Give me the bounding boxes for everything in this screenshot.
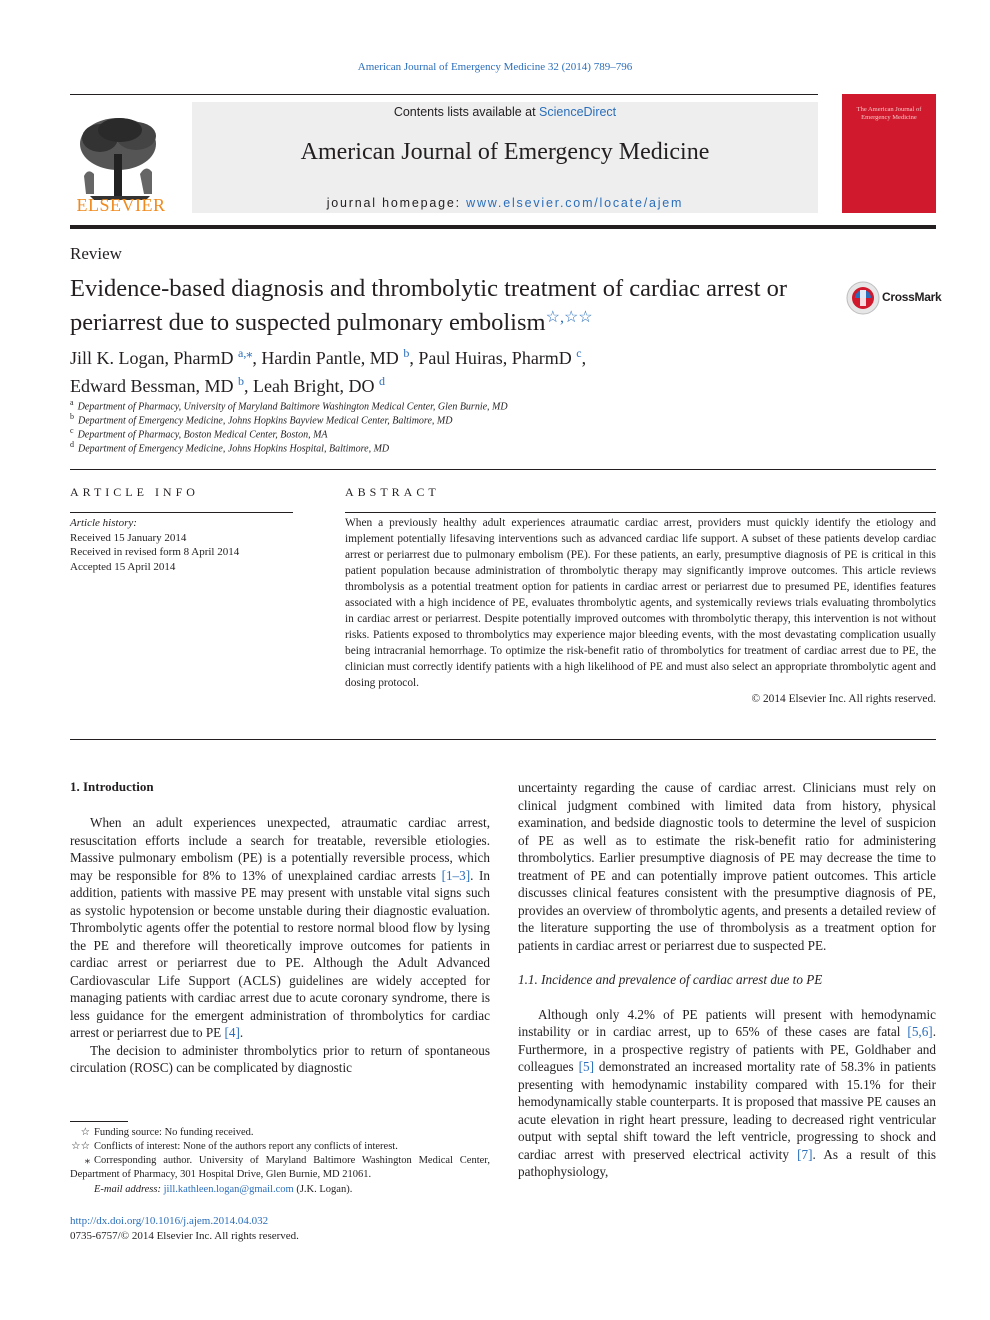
history-label: Article history: [70, 517, 137, 529]
author-affiliation-mark[interactable]: a,⁎ [238, 346, 253, 360]
author-name[interactable]: Jill K. Logan, PharmD [70, 348, 234, 368]
text-run: . [239, 1025, 244, 1040]
revised-date: Received in revised form 8 April 2014 [70, 546, 240, 559]
reference-link[interactable]: [4] [224, 1025, 240, 1040]
email-owner: (J.K. Logan). [293, 1184, 353, 1195]
affiliation-text: Department of Pharmacy, Boston Medical Center, Boston, MA [77, 429, 328, 441]
footnote-text: Funding source: No funding received. [94, 1127, 254, 1138]
footnote-email [70, 1183, 514, 1197]
masthead-bottom-rule [70, 225, 936, 229]
article-info-rule [70, 512, 293, 513]
footnote-mark: ⁎ [84, 1155, 90, 1166]
abstract-copyright: © 2014 Elsevier Inc. All rights reserved. [751, 693, 936, 705]
body-left-column [70, 814, 490, 1077]
footnote-text: Corresponding author. University of Maryland Baltimore Washington Medical Center, Department of Pharmacy, 301 Hospital Drive, Glen Burnie, MD 21061. [70, 1155, 490, 1180]
affiliation [70, 398, 508, 412]
author-list: Jill K. Logan, PharmD $^{a,⁎}$, Hardin Pantle, MD $^b$, Paul Huiras, PharmD $^c$, Edward Bessman, MD $^b$, Leah Bright, DO $^d$ [70, 346, 587, 396]
reference-link[interactable]: [5] [578, 1059, 594, 1074]
title-footnote-marks[interactable]: ☆,☆☆ [545, 309, 593, 326]
author-name[interactable]: Paul Huiras, PharmD [418, 348, 572, 368]
reference-link[interactable]: [5,6] [907, 1024, 933, 1039]
affiliation [70, 426, 328, 440]
reference-link[interactable]: [7] [797, 1146, 813, 1162]
paragraph: The decision to administer thrombolytics prior to return of spontaneous circulation (ROSC) can be complicated by diagnostic [70, 1042, 490, 1075]
accepted-date: Accepted 15 April 2014 [70, 560, 176, 573]
article-info-heading: ARTICLE INFO [70, 485, 199, 499]
affiliations-rule [70, 469, 936, 470]
elsevier-wordmark: ELSEVIER [76, 195, 166, 215]
affiliation-text: Department of Emergency Medicine, Johns Hopkins Bayview Medical Center, Baltimore, MD [78, 415, 453, 427]
doi-link[interactable]: http://dx.doi.org/10.1016/j.ajem.2014.04.032 [70, 1215, 269, 1227]
journal-title: American Journal of Emergency Medicine [300, 139, 710, 165]
footnote-mark: ☆ [80, 1127, 90, 1138]
crossmark-label[interactable]: CrossMark [882, 290, 942, 304]
author-name[interactable]: Leah Bright, DO [252, 376, 375, 396]
sciencedirect-link[interactable]: ScienceDirect [539, 105, 617, 119]
paper-title [70, 274, 830, 337]
affiliation-key: c [70, 426, 74, 435]
affiliation-key: b [70, 412, 74, 421]
author-affiliation-mark[interactable]: c [576, 346, 582, 360]
email-link[interactable]: jill.kathleen.logan@gmail.com [163, 1184, 294, 1195]
crossmark-icon[interactable] [846, 281, 880, 315]
issn-copyright: 0735-6757/© 2014 Elsevier Inc. All rights reserved. [70, 1230, 299, 1242]
article-type: Review [70, 244, 122, 263]
footnote-rule [70, 1121, 128, 1122]
paragraph [518, 1006, 936, 1181]
text-run: When an adult experiences unexpected, atraumatic cardiac arrest, resuscitation efforts include a search for treatable, reversible etiologies. Massive pulmonary embolism (PE) is a potentially reversible process, which may be responsible for 8% to 13% of unexplained cardiac arrests [70, 815, 490, 883]
abstract-heading: ABSTRACT [345, 485, 440, 499]
body-right-column [518, 779, 936, 1181]
text-run: . Furthermore, in a prospective registry of patients with PE, Goldhaber and colleagues [518, 1024, 936, 1074]
paragraph: uncertainty regarding the cause of cardiac arrest. Clinicians must rely on clinical judgment combined with limited data from history, physical examination, and bedside diagnostic tools to determine the level of suspicion of PE as well as to estimate the risk-benefit ratio for administering thrombolytics. Earlier presumptive diagnosis of PE may decrease the time to treatment of PE and can potentially improve patient outcomes. This article discusses clinical features consistent with the presumptive diagnosis of PE, provides an overview of thrombolytic agents, and presents a detailed review of the literature supporting the use of thrombolysis as a treatment option for patients in cardiac arrest or periarrest due to suspected PE. [518, 780, 936, 953]
section-heading-introduction: 1. Introduction [70, 779, 154, 794]
contents-line [192, 105, 818, 119]
contents-prefix: Contents lists available at [393, 105, 540, 119]
author-name[interactable]: Hardin Pantle, MD [261, 348, 399, 368]
abstract-text: When a previously healthy adult experiences atraumatic cardiac arrest, providers must quickly identify the etiology and implement potentially lifesaving interventions such as advanced cardiac life support. A subset of these patients develop cardiac arrest or periarrest due to pulmonary embolism (PE). For these patients, an early, presumptive diagnosis of PE is critical in this patient population because administration of thrombolytic therapy may significantly improve outcomes. This article reviews thrombolysis as a potential treatment option for patients in cardiac arrest or periarrest due to presumed PE, identifies features associated with a high incidence of PE, evaluates thrombolytic agents, and systemically reviews trials evaluating thrombolytics in cardiac arrest or periarrest. Despite potentially improved outcomes with thrombolytic therapy, this intervention is not without risks. Patients exposed to thrombolytics may experience major bleeding events, with the most devastating complication usually being intracranial hemorrhage. To optimize the risk-benefit ratio of thrombolytics for treatment of cardiac arrest due to PE, the clinician must correctly identify patients with a high likelihood of PE and must also select an appropriate thrombolytic agent and dosing protocol. [345, 517, 936, 689]
homepage-line [192, 196, 818, 210]
footnote-mark: ☆☆ [71, 1141, 90, 1152]
author-name[interactable]: Edward Bessman, MD [70, 376, 234, 396]
footnote-text: Conflicts of interest: None of the authors report any conflicts of interest. [94, 1141, 398, 1152]
journal-citation[interactable]: American Journal of Emergency Medicine 32 (2014) 789–796 [357, 61, 633, 73]
text-run: Although only 4.2% of PE patients will present with hemodynamic instability or in cardiac arrest, up to 65% of these cases are fatal [518, 1006, 936, 1039]
homepage-prefix: journal homepage: [326, 196, 467, 210]
journal-cover-thumbnail[interactable] [842, 94, 936, 213]
author-affiliation-mark[interactable]: b [403, 346, 410, 360]
article-history [70, 516, 239, 574]
text-run: . In addition, patients with massive PE may present with unstable vital signs such as systolic hypotension or become unstable during their diagnostic evaluation. Thrombolytic agents offer the potential to restore normal blood flow by lysing the PE and therefore will theoretically improve outcomes for patients in cardiac arrest or periarrest due to PE. Although the Adult Advanced Cardiovascular Life Support (ACLS) guidelines are widely accepted for managing patients with cardiac arrest due to acute coronary syndrome, there is less guidance for the emergent administration of thrombolytics for cardiac arrest or periarrest due to PE [70, 867, 490, 1040]
footnote-corresponding [70, 1154, 490, 1182]
footnote-funding [70, 1126, 490, 1140]
affiliation [70, 412, 452, 426]
affiliation-text: Department of Emergency Medicine, Johns Hopkins Hospital, Baltimore, MD [78, 443, 390, 455]
abstract-rule [345, 512, 936, 513]
subsection-heading: 1.1. Incidence and prevalence of cardiac arrest due to PE [518, 972, 823, 987]
received-date: Received 15 January 2014 [70, 531, 187, 544]
reference-link[interactable]: [1–3] [441, 867, 471, 883]
doi-block [70, 1214, 299, 1244]
text-run: . As a result of this pathophysiology, [518, 1146, 936, 1179]
masthead-top-rule [70, 94, 818, 95]
affiliation-key: a [70, 398, 74, 407]
affiliation [70, 440, 389, 454]
author-affiliation-mark[interactable]: d [378, 374, 385, 388]
author-affiliation-mark[interactable]: b [237, 374, 244, 388]
abstract-bottom-rule [70, 739, 936, 740]
footnote-conflicts [70, 1140, 490, 1154]
text-run: demonstrated an increased mortality rate of 58.3% in patients presenting with hemodynamic instability compared with 15.1% for their hemodynamically stable counterparts. It is proposed that massive PE causes an acute elevation in right heart pressure, leading to decreased right ventricular output with septal shift toward the left ventricle, progressing to shock and cardiac arrest with preserved electrical activity [518, 1059, 936, 1162]
email-label: E-mail address: [94, 1184, 164, 1195]
homepage-link[interactable]: www.elsevier.com/locate/ajem [466, 196, 684, 210]
paragraph [70, 814, 490, 1042]
affiliation-text: Department of Pharmacy, University of Maryland Baltimore Washington Medical Center, Glen Burnie, MD [77, 401, 508, 413]
paper-title-text: Evidence-based diagnosis and thrombolytic treatment of cardiac arrest or periarrest due to suspected pulmonary embolism [70, 275, 788, 336]
affiliation-key: d [70, 440, 74, 449]
cover-title: The American Journal of Emergency Medicine [856, 106, 922, 121]
abstract-body [345, 515, 936, 707]
